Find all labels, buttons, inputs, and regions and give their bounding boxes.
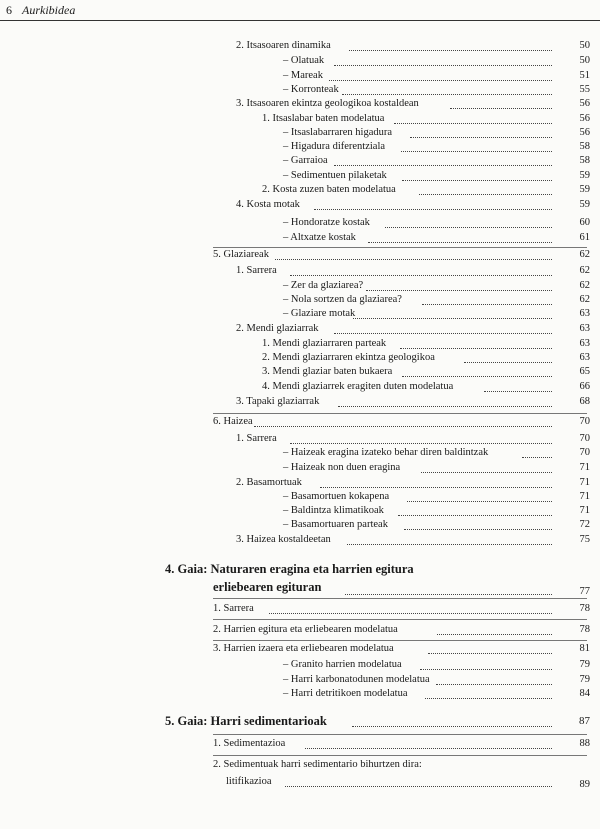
section-title: Aurkibidea	[22, 3, 76, 17]
page-header	[0, 0, 600, 21]
divider	[213, 734, 587, 735]
divider	[213, 598, 587, 599]
divider	[213, 413, 587, 414]
divider	[213, 619, 587, 620]
divider	[213, 640, 587, 641]
page-number: 6	[6, 3, 12, 17]
divider	[213, 247, 587, 248]
divider	[213, 755, 587, 756]
